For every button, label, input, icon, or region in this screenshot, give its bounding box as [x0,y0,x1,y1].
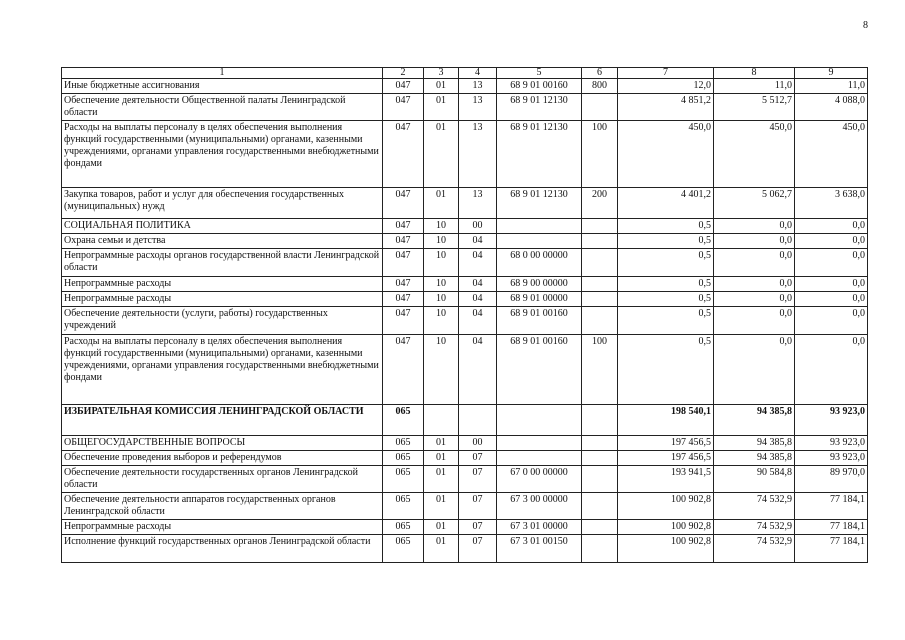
cell-subsection: 07 [459,451,497,466]
cell-amount-8: 0,0 [714,307,795,335]
cell-amount-7: 0,5 [618,307,714,335]
column-header: 8 [714,68,795,79]
cell-ministry-code: 047 [383,188,424,219]
cell-ministry-code: 047 [383,234,424,249]
cell-amount-9: 450,0 [795,121,868,188]
cell-expense-type: 100 [582,121,618,188]
row-name: СОЦИАЛЬНАЯ ПОЛИТИКА [62,219,383,234]
row-name: ОБЩЕГОСУДАРСТВЕННЫЕ ВОПРОСЫ [62,436,383,451]
cell-expense-type [582,535,618,563]
cell-amount-8: 74 532,9 [714,493,795,520]
cell-amount-8: 0,0 [714,234,795,249]
cell-amount-9: 0,0 [795,335,868,405]
cell-section: 10 [424,249,459,277]
cell-expense-type [582,277,618,292]
cell-subsection: 04 [459,335,497,405]
table-row [62,307,868,335]
cell-subsection: 07 [459,520,497,535]
cell-amount-7: 450,0 [618,121,714,188]
cell-amount-7: 100 902,8 [618,493,714,520]
cell-amount-8: 90 584,8 [714,466,795,493]
cell-ministry-code: 047 [383,94,424,121]
cell-expense-type: 100 [582,335,618,405]
cell-target-article [497,436,582,451]
cell-expense-type [582,493,618,520]
row-name: Непрограммные расходы [62,292,383,307]
table-row [62,405,868,436]
budget-table [61,67,868,563]
table-row [62,466,868,493]
cell-ministry-code: 065 [383,451,424,466]
table-row [62,219,868,234]
cell-amount-9: 77 184,1 [795,520,868,535]
cell-amount-7: 197 456,5 [618,436,714,451]
cell-expense-type [582,219,618,234]
cell-subsection [459,405,497,436]
cell-amount-9: 93 923,0 [795,436,868,451]
cell-target-article: 68 9 01 00160 [497,307,582,335]
cell-target-article: 68 9 01 00160 [497,335,582,405]
cell-expense-type: 200 [582,188,618,219]
row-name: Непрограммные расходы [62,277,383,292]
row-name: Обеспечение проведения выборов и референдумов [62,451,383,466]
cell-amount-7: 198 540,1 [618,405,714,436]
cell-ministry-code: 047 [383,121,424,188]
cell-section: 01 [424,121,459,188]
cell-ministry-code: 047 [383,335,424,405]
cell-subsection: 04 [459,307,497,335]
cell-section: 01 [424,436,459,451]
cell-subsection: 04 [459,277,497,292]
cell-ministry-code: 065 [383,405,424,436]
cell-amount-8: 74 532,9 [714,535,795,563]
cell-expense-type [582,249,618,277]
table-row [62,335,868,405]
cell-subsection: 13 [459,121,497,188]
row-name: Обеспечение деятельности аппаратов государственных органов Ленинградской области [62,493,383,520]
cell-amount-9: 77 184,1 [795,535,868,563]
cell-target-article: 68 9 01 00000 [497,292,582,307]
cell-subsection: 13 [459,188,497,219]
cell-amount-8: 450,0 [714,121,795,188]
cell-amount-9: 77 184,1 [795,493,868,520]
cell-amount-9: 0,0 [795,307,868,335]
cell-ministry-code: 047 [383,307,424,335]
cell-amount-8: 0,0 [714,249,795,277]
table-header-row [62,68,868,79]
row-name: Исполнение функций государственных органов Ленинградской области [62,535,383,563]
cell-target-article: 67 3 00 00000 [497,493,582,520]
cell-amount-7: 0,5 [618,219,714,234]
cell-ministry-code: 047 [383,277,424,292]
cell-target-article: 67 3 01 00000 [497,520,582,535]
table-row [62,188,868,219]
cell-amount-7: 0,5 [618,292,714,307]
cell-section: 10 [424,219,459,234]
page-number: 8 [863,20,868,31]
cell-subsection: 04 [459,249,497,277]
cell-expense-type [582,307,618,335]
cell-amount-7: 193 941,5 [618,466,714,493]
row-name: ИЗБИРАТЕЛЬНАЯ КОМИССИЯ ЛЕНИНГРАДСКОЙ ОБЛАСТИ [62,405,383,436]
cell-target-article: 68 9 01 12130 [497,121,582,188]
cell-ministry-code: 047 [383,249,424,277]
cell-amount-9: 3 638,0 [795,188,868,219]
cell-expense-type [582,466,618,493]
cell-amount-8: 5 062,7 [714,188,795,219]
cell-amount-9: 4 088,0 [795,94,868,121]
cell-target-article: 68 0 00 00000 [497,249,582,277]
cell-target-article: 68 9 01 12130 [497,94,582,121]
cell-target-article [497,219,582,234]
cell-expense-type [582,234,618,249]
table-row [62,234,868,249]
cell-amount-8: 0,0 [714,219,795,234]
cell-subsection: 07 [459,493,497,520]
cell-target-article: 68 9 01 12130 [497,188,582,219]
cell-expense-type [582,292,618,307]
cell-ministry-code: 065 [383,520,424,535]
cell-target-article [497,451,582,466]
cell-target-article: 68 9 01 00160 [497,79,582,94]
table-row [62,121,868,188]
cell-target-article [497,234,582,249]
cell-amount-7: 0,5 [618,277,714,292]
cell-amount-8: 94 385,8 [714,451,795,466]
cell-subsection: 07 [459,466,497,493]
cell-amount-9: 93 923,0 [795,405,868,436]
row-name: Обеспечение деятельности (услуги, работы) государственных учреждений [62,307,383,335]
table-row [62,535,868,563]
cell-amount-7: 0,5 [618,335,714,405]
cell-section: 01 [424,466,459,493]
cell-expense-type [582,405,618,436]
cell-amount-7: 4 401,2 [618,188,714,219]
cell-subsection: 00 [459,436,497,451]
cell-subsection: 07 [459,535,497,563]
cell-amount-8: 5 512,7 [714,94,795,121]
cell-amount-7: 12,0 [618,79,714,94]
cell-amount-7: 197 456,5 [618,451,714,466]
cell-ministry-code: 065 [383,436,424,451]
column-header: 4 [459,68,497,79]
cell-section: 10 [424,307,459,335]
cell-amount-8: 0,0 [714,277,795,292]
row-name: Закупка товаров, работ и услуг для обеспечения государственных (муниципальных) нужд [62,188,383,219]
cell-ministry-code: 047 [383,219,424,234]
cell-subsection: 00 [459,219,497,234]
cell-section: 01 [424,493,459,520]
cell-ministry-code: 047 [383,292,424,307]
column-header: 6 [582,68,618,79]
cell-amount-9: 0,0 [795,249,868,277]
cell-amount-9: 89 970,0 [795,466,868,493]
cell-target-article: 67 0 00 00000 [497,466,582,493]
table-row [62,520,868,535]
cell-section: 10 [424,277,459,292]
cell-amount-8: 94 385,8 [714,436,795,451]
cell-section: 01 [424,520,459,535]
cell-section: 01 [424,188,459,219]
cell-amount-7: 100 902,8 [618,535,714,563]
cell-target-article [497,405,582,436]
table-row [62,94,868,121]
column-header: 5 [497,68,582,79]
cell-subsection: 04 [459,292,497,307]
cell-section: 10 [424,335,459,405]
cell-expense-type [582,520,618,535]
cell-section: 01 [424,451,459,466]
cell-section: 01 [424,79,459,94]
row-name: Обеспечение деятельности государственных органов Ленинградской области [62,466,383,493]
cell-section: 01 [424,535,459,563]
cell-amount-7: 0,5 [618,234,714,249]
cell-amount-9: 0,0 [795,234,868,249]
cell-subsection: 13 [459,79,497,94]
cell-expense-type [582,451,618,466]
cell-amount-8: 0,0 [714,335,795,405]
column-header: 7 [618,68,714,79]
table-row [62,277,868,292]
cell-subsection: 04 [459,234,497,249]
cell-ministry-code: 065 [383,466,424,493]
cell-target-article: 67 3 01 00150 [497,535,582,563]
cell-amount-9: 0,0 [795,219,868,234]
cell-section: 01 [424,94,459,121]
cell-amount-8: 74 532,9 [714,520,795,535]
row-name: Непрограммные расходы [62,520,383,535]
cell-amount-7: 100 902,8 [618,520,714,535]
cell-amount-8: 0,0 [714,292,795,307]
cell-amount-7: 0,5 [618,249,714,277]
cell-subsection: 13 [459,94,497,121]
cell-ministry-code: 065 [383,493,424,520]
cell-amount-8: 11,0 [714,79,795,94]
column-header: 3 [424,68,459,79]
row-name: Расходы на выплаты персоналу в целях обеспечения выполнения функций государственными (муниципальными) органами, казенными учреждениями, органами управления государственными внебюджетными фондами [62,335,383,405]
cell-section [424,405,459,436]
cell-ministry-code: 065 [383,535,424,563]
table-row [62,79,868,94]
cell-amount-9: 93 923,0 [795,451,868,466]
table-row [62,249,868,277]
cell-target-article: 68 9 00 00000 [497,277,582,292]
table-row [62,451,868,466]
row-name: Непрограммные расходы органов государственной власти Ленинградской области [62,249,383,277]
cell-section: 10 [424,292,459,307]
table-row [62,493,868,520]
cell-amount-7: 4 851,2 [618,94,714,121]
cell-amount-8: 94 385,8 [714,405,795,436]
cell-section: 10 [424,234,459,249]
cell-expense-type [582,94,618,121]
table-row [62,292,868,307]
cell-amount-9: 11,0 [795,79,868,94]
cell-amount-9: 0,0 [795,277,868,292]
column-header: 2 [383,68,424,79]
column-header: 9 [795,68,868,79]
row-name: Обеспечение деятельности Общественной палаты Ленинградской области [62,94,383,121]
cell-expense-type [582,436,618,451]
cell-expense-type: 800 [582,79,618,94]
cell-amount-9: 0,0 [795,292,868,307]
column-header: 1 [62,68,383,79]
row-name: Охрана семьи и детства [62,234,383,249]
cell-ministry-code: 047 [383,79,424,94]
table-row [62,436,868,451]
row-name: Иные бюджетные ассигнования [62,79,383,94]
row-name: Расходы на выплаты персоналу в целях обеспечения выполнения функций государственными (муниципальными) органами, казенными учреждениями, органами управления государственными внебюджетными фондами [62,121,383,188]
